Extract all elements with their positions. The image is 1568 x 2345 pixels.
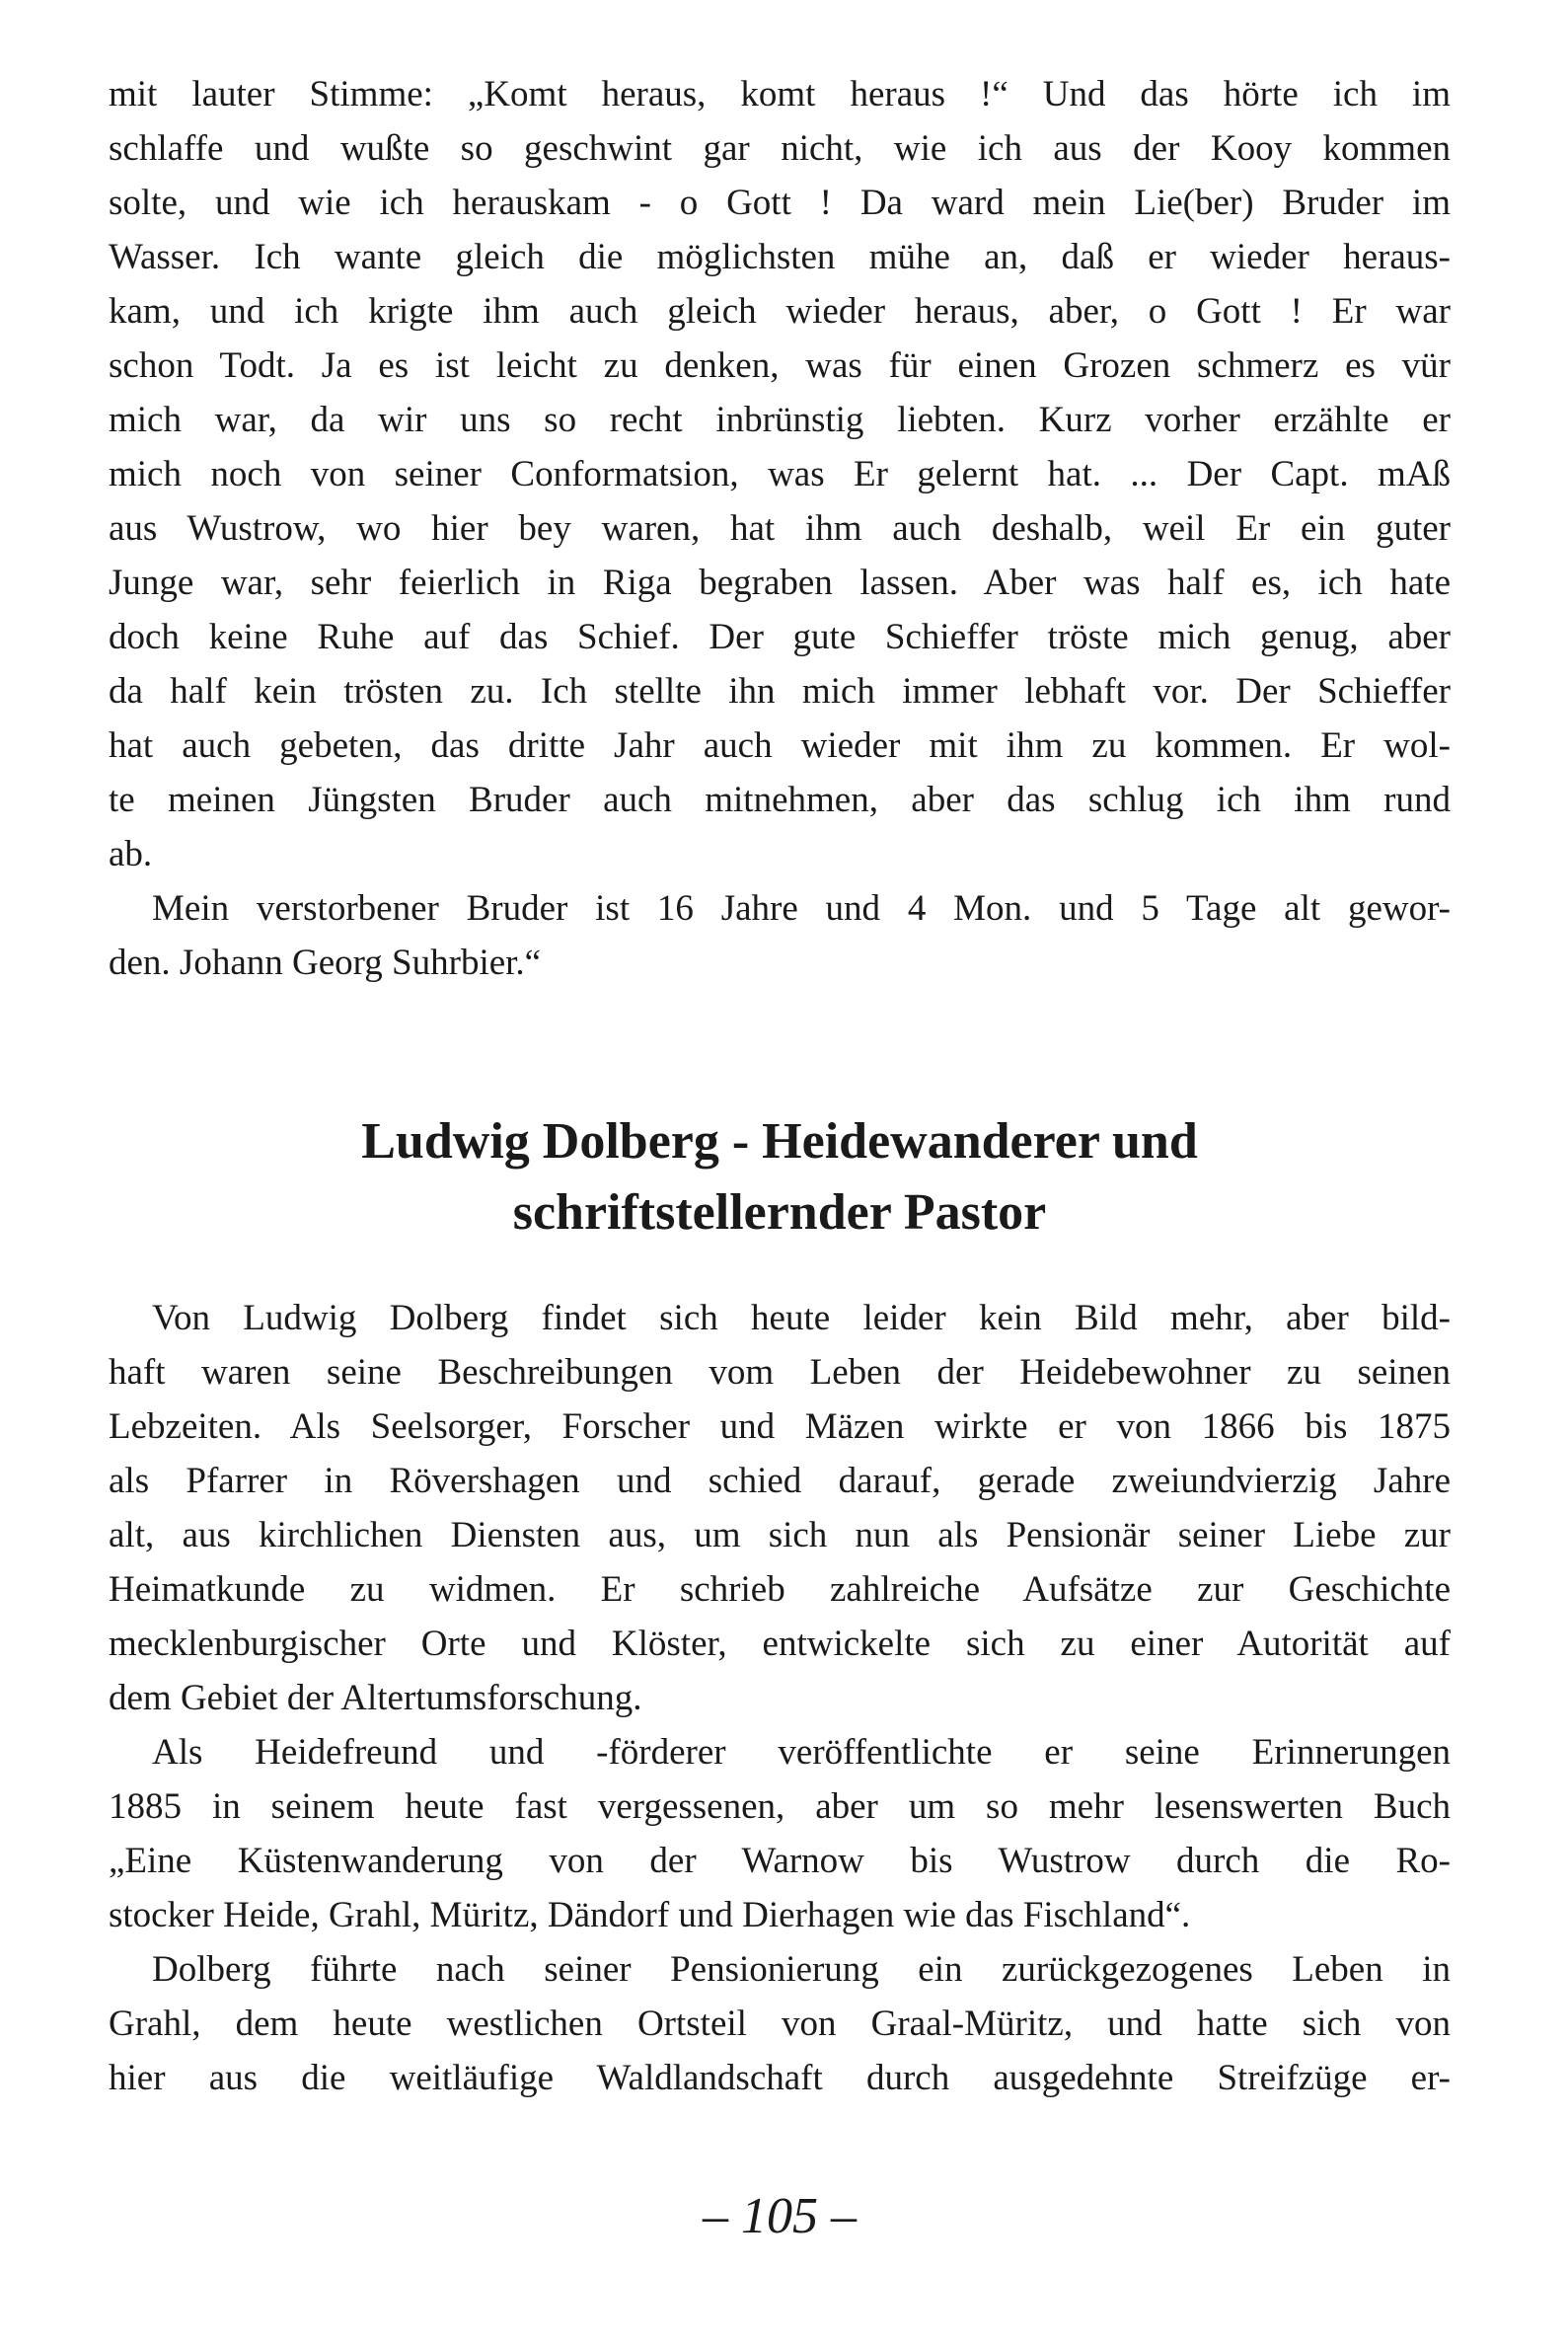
text-line: Von Ludwig Dolberg findet sich heute leider kein Bild mehr, aber bild- <box>152 1298 1451 1339</box>
section-body <box>109 1291 1451 2105</box>
text-line: alt, aus kirchlichen Diensten aus, um sich nun als Pensionär seiner Liebe zur <box>109 1515 1451 1556</box>
text-line: Als Heidefreund und -förderer veröffentlichte er seine Erinnerungen <box>152 1732 1451 1774</box>
text-line: hier aus die weitläufige Waldlandschaft durch ausgedehnte Streifzüge er- <box>109 2058 1451 2099</box>
text-line: mich war, da wir uns so recht inbrünstig liebten. Kurz vorher erzählte er <box>109 400 1451 440</box>
text-line: Heimatkunde zu widmen. Er schrieb zahlreiche Aufsätze zur Geschichte <box>109 1569 1451 1611</box>
paragraph <box>109 67 1451 881</box>
text-line: dem Gebiet der Altertumsforschung. <box>109 1678 642 1719</box>
text-line: schon Todt. Ja es ist leicht zu denken, was für einen Grozen schmerz es vür <box>109 345 1451 386</box>
letter-continuation <box>109 67 1451 990</box>
text-line: Mein verstorbener Bruder ist 16 Jahre und 4 Mon. und 5 Tage alt gewor- <box>152 888 1451 929</box>
text-line: te meinen Jüngsten Bruder auch mitnehmen, aber das schlug ich ihm rund <box>109 780 1451 820</box>
text-line: hat auch gebeten, das dritte Jahr auch wieder mit ihm zu kommen. Er wol- <box>109 725 1451 766</box>
text-line: „Eine Küstenwanderung von der Warnow bis Wustrow durch die Ro- <box>109 1841 1451 1882</box>
text-line: solte, und wie ich herauskam - o Gott ! Da ward mein Lie(ber) Bruder im <box>109 183 1451 223</box>
section-heading <box>109 1106 1451 1248</box>
text-line: aus Wustrow, wo hier bey waren, hat ihm auch deshalb, weil Er ein guter <box>109 508 1451 549</box>
text-line: da half kein trösten zu. Ich stellte ihn mich immer lebhaft vor. Der Schieffer <box>109 671 1451 712</box>
text-line: ab. <box>109 834 153 874</box>
text-line: Lebzeiten. Als Seelsorger, Forscher und Mäzen wirkte er von 1866 bis 1875 <box>109 1406 1451 1448</box>
text-line: schlaffe und wußte so geschwint gar nicht, wie ich aus der Kooy kommen <box>109 128 1451 169</box>
text-line: mecklenburgischer Orte und Klöster, entwickelte sich zu einer Autorität auf <box>109 1624 1451 1665</box>
paragraph <box>109 1725 1451 1942</box>
text-line: mit lauter Stimme: „Komt heraus, komt heraus !“ Und das hörte ich im <box>109 74 1451 114</box>
heading-line: schriftstellernder Pastor <box>512 1184 1047 1241</box>
text-line: Junge war, sehr feierlich in Riga begraben lassen. Aber was half es, ich hate <box>109 563 1451 603</box>
text-line: mich noch von seiner Conformatsion, was Er gelernt hat. ... Der Capt. mAß <box>109 454 1451 494</box>
text-line: doch keine Ruhe auf das Schief. Der gute Schieffer tröste mich genug, aber <box>109 617 1451 657</box>
paragraph <box>109 881 1451 990</box>
paragraph <box>109 1291 1451 1725</box>
text-line: 1885 in seinem heute fast vergessenen, aber um so mehr lesenswerten Buch <box>109 1786 1451 1828</box>
text-line: Wasser. Ich wante gleich die möglichsten mühe an, daß er wieder heraus- <box>109 237 1451 277</box>
book-page <box>109 59 1451 2319</box>
text-line: Dolberg führte nach seiner Pensionierung ein zurückgezogenes Leben in <box>152 1949 1451 1991</box>
text-line: Grahl, dem heute westlichen Ortsteil von Graal-Müritz, und hatte sich von <box>109 2004 1451 2045</box>
heading-line: Ludwig Dolberg - Heidewanderer und <box>361 1113 1198 1170</box>
text-line: haft waren seine Beschreibungen vom Leben der Heidebewohner zu seinen <box>109 1352 1451 1394</box>
text-line: als Pfarrer in Rövershagen und schied darauf, gerade zweiundvierzig Jahre <box>109 1461 1451 1502</box>
text-line: kam, und ich krigte ihm auch gleich wieder heraus, aber, o Gott ! Er war <box>109 291 1451 332</box>
text-line: stocker Heide, Grahl, Müritz, Dändorf und Dierhagen wie das Fischland“. <box>109 1895 1191 1936</box>
paragraph <box>109 1942 1451 2105</box>
text-line: den. Johann Georg Suhrbier.“ <box>109 943 542 983</box>
page-number: – 105 – <box>703 2188 857 2244</box>
